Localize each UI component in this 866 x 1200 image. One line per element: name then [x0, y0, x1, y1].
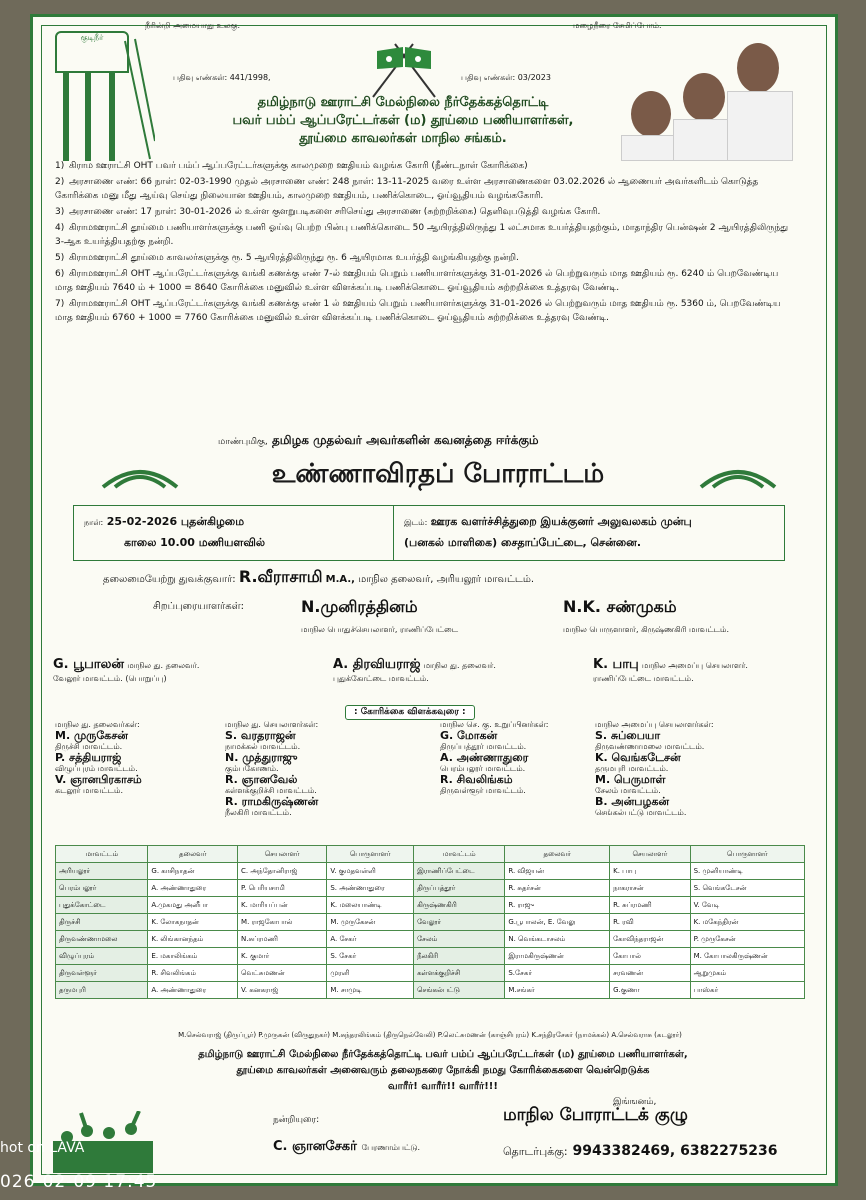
table-cell: N.சுப்ரமணி	[238, 931, 327, 948]
table-cell: K. மலையாண்டி	[327, 897, 414, 914]
table-cell: திருப்பத்தூர்	[414, 880, 505, 897]
table-cell: M. கோபாலகிருஷ்ணன்	[690, 948, 804, 965]
table-cell: இராமகிருஷ்ணன்	[505, 948, 610, 965]
table-header: மாவட்டம்	[414, 846, 505, 863]
flag-icon	[363, 39, 445, 99]
table-cell: சேலம்	[414, 931, 505, 948]
leader-item: G. பூபாலன் மாநில து. தலைவர். வேலூர் மாவட்டம். (பொறுப்பு)	[53, 657, 200, 683]
thanks-label: நன்றியுரை:	[273, 1115, 320, 1125]
table-cell: K. லோகநாதன்	[148, 914, 238, 931]
bearer-column: மாநில செ. கு. உறுப்பினர்கள்: G. மோகன் திருப்பத்தூர் மாவட்டம். A. அண்ணாதுரை பெரம்பலூர் மாவட்டம். R. சிவலிங்கம் திருவள்ளூர் மாவட்டம்.	[440, 719, 625, 796]
event-place-block	[394, 506, 784, 560]
call-line: தூய்மை காவலர்கள் அனைவரும் தலைநகரை நோக்கி நமது கோரிக்கைகளை வென்றெடுக்க	[236, 1065, 650, 1076]
table-cell: அரியலூர்	[56, 863, 148, 880]
table-cell: M. சாமுடி	[327, 982, 414, 999]
table-cell: A. சேகர்	[327, 931, 414, 948]
demand-item: 1) கிராம ஊராட்சி OHT பவர் பம்ப் ஆப்பரேட்டர்களுக்கு காலமுறை ஊதியம் வழங்க கோரி (நீண்டநாள் கோரிக்கை)	[55, 161, 528, 171]
explain-label: : கோரிக்கை விளக்கவுரை :	[345, 705, 475, 720]
sign-label: இங்ஙனம்,	[613, 1097, 657, 1107]
event-place-line2: (பனகல் மாளிகை) சைதாப்பேட்டை, சென்னை.	[404, 536, 642, 549]
special-speaker-1-name: N.முனிரத்தினம்	[301, 597, 418, 616]
appeal-text: தமிழக முதல்வர் அவர்களின் கவனத்தை ஈர்க்கும்	[271, 433, 539, 447]
table-cell: பாஸ்கர்	[690, 982, 804, 999]
motto-left: நீரின்றி அமையாது உலகு.	[145, 21, 240, 30]
table-row	[56, 965, 805, 982]
demand-item: 6) கிராமஊராட்சி OHT ஆப்பரேட்டர்களுக்கு வங்கி கணக்கு எண் 7-ல் ஊதியம் பெறும் பணியாளர்களுக்கு 31-01-2026 ல் பெற்றுவரும் மாத ஊதியம் ரூ. 6240 ம் பெறவேண்டிய மாத ஊதியம் 7640 ம் + 1000 = 8640 கோரிக்கை மனுவில் உள்ள விளக்கப்படி பணிக்கொடை ஓய்வூதியம் சுற்றறிக்கை உத்தரவு வேண்டி.	[55, 269, 779, 293]
registration-left: பதிவு எண்கள்: 441/1998,	[173, 73, 271, 82]
table-cell: S. அண்ணாதுரை	[327, 880, 414, 897]
table-cell: கோவிந்தராஜன்	[610, 931, 690, 948]
registration-right: பதிவு எண்கள்: 03/2023	[461, 73, 551, 82]
table-cell: A. அண்ணாதுரை	[148, 880, 238, 897]
camera-timestamp: 026-02-09 17:45	[0, 1172, 158, 1192]
portrait-head	[631, 91, 671, 137]
table-cell: R. சுதர்சன்	[505, 880, 610, 897]
chief-row	[103, 567, 534, 588]
decor-arc-right-icon	[699, 463, 777, 489]
table-header: தலைவர்	[505, 846, 610, 863]
table-header: பொருளாளர்	[690, 846, 804, 863]
demand-item: 5) கிராமஊராட்சி தூய்மை காவலர்களுக்கு ரூ. 5 ஆயிரத்திலிருந்து ரூ. 6 ஆயிரமாக உயர்த்தி வழங்கியதற்கு நன்றி.	[55, 253, 519, 263]
table-cell: A. அண்ணாதுரை	[148, 982, 238, 999]
table-row	[56, 982, 805, 999]
additional-members: M.செல்வராஜ் (திருப்பூர்) P.முருகன் (விருதுநகர்) M.சுந்தரலிங்கம் (திருநெல்வேலி) P.லெட்சுமணன் (காஞ்சிபுரம்) K.சந்திரசேகர் (நாமக்கல்) A.செல்வராசு (கடலூர்)	[178, 1031, 682, 1039]
table-cell: G.குணா	[610, 982, 690, 999]
portrait-head	[737, 43, 779, 93]
call-to-action	[113, 1047, 773, 1095]
contact-label: தொடர்புக்கு:	[503, 1145, 568, 1158]
table-cell: வெட்சுமணன்	[238, 965, 327, 982]
table-cell: K. மாரியப்பன்	[238, 897, 327, 914]
event-place-line1: ஊரக வளர்ச்சித்துறை இயக்குனர் அலுவலகம் முன்பு	[430, 515, 692, 528]
table-cell: கிருஷ்ணகிரி	[414, 897, 505, 914]
demand-item: 7) கிராமஊராட்சி OHT ஆப்பரேட்டர்களுக்கு வங்கி கணக்கு எண் 1 ல் ஊதியம் பெறும் பணியாளர்களுக்கு 31-01-2026 ல் பெற்றுவரும் மாத ஊதியம் ரூ. 5360 ம், பெறவேண்டிய மாத ஊதியம் 6760 + 1000 = 7760 கோரிக்கை மனுவில் உள்ள விளக்கப்படி பணிக்கொடை ஓய்வூதியம் சுற்றறிக்கை உத்தரவு வேண்டி.	[55, 299, 781, 323]
table-cell: வேலூர்	[414, 914, 505, 931]
thanks-person	[273, 1139, 420, 1155]
table-cell: திருச்சி	[56, 914, 148, 931]
table-row	[56, 880, 805, 897]
thanks-place: பேரணாம்பட்டு.	[361, 1143, 421, 1152]
call-line: வாரீர்! வாரீர்!! வாரீர்!!!	[388, 1081, 498, 1092]
leader-item: K. பாபு மாநில அமைப்பு செயலாளர். ராணிப்பேட்டை மாவட்டம்.	[593, 657, 748, 683]
hunger-strike-headline: உண்ணாவிரதப் போராட்டம்	[271, 459, 605, 489]
chief-degree: M.A.,	[325, 574, 355, 585]
committee-name: மாநில போராட்டக் குழு	[503, 1105, 688, 1125]
table-row	[56, 863, 805, 880]
bearer-column: மாநில து. செயலாளர்கள்: S. வரதராஜன் நாமக்கல் மாவட்டம். N. முத்துராஜு கும்பகோணம். R. ஞானவேல் கள்ளக்குறிச்சி மாவட்டம். R. ராமகிருஷ்ணன் நீலகிரி மாவட்டம்.	[225, 719, 410, 818]
water-tank-icon	[55, 31, 155, 161]
table-header: பொருளாளர்	[327, 846, 414, 863]
demands-list	[55, 159, 795, 327]
table-header: மாவட்டம்	[56, 846, 148, 863]
association-title-line3: தூய்மை காவலர்கள் மாநில சங்கம்.	[299, 131, 507, 146]
special-label: சிறப்புரையாளர்கள்:	[153, 601, 244, 612]
table-cell: திருவண்ணாமலை	[56, 931, 148, 948]
portrait-head	[683, 73, 725, 121]
district-table	[55, 845, 805, 999]
demand-item: 2) அரசாணை எண்: 66 நாள்: 02-03-1990 முதல் அரசாணை எண்: 248 நாள்: 13-11-2025 வரை உள்ள அரசாணைகளை 03.02.2026 ல் ஆணையர் அவர்களிடம் கொடுத்த கோரிக்கை மனு மீது ஆய்வு செய்து நிலையான ஊதியம், காலமுறை ஊதியம், பணிக்கொடை, ஓய்வூதியம் வழங்ககோரி.	[55, 177, 759, 201]
special-speaker-2-name: N.K. சண்முகம்	[563, 597, 677, 616]
table-cell: A.முகமது அனீபா	[148, 897, 238, 914]
appeal-line	[218, 433, 688, 449]
table-cell: K. குமார்	[238, 948, 327, 965]
table-cell: திருவள்ளூர்	[56, 965, 148, 982]
place-label: இடம்:	[404, 518, 428, 527]
bearer-column: மாநில து. தலைவர்கள்: M. முருகேசன் திருச்சி மாவட்டம். P. சத்தியராஜ் விழுப்புரம் மாவட்டம். V. ஞானபிரகாசம் கடலூர் மாவட்டம்.	[55, 719, 240, 796]
table-cell: G.பூபாலன், E. வேலு	[505, 914, 610, 931]
table-cell: புதுக்கோட்டை	[56, 897, 148, 914]
table-row	[56, 914, 805, 931]
contact-numbers: 9943382469, 6382275236	[572, 1143, 778, 1159]
portrait-body	[727, 91, 793, 161]
event-time: காலை 10.00 மணியளவில்	[124, 536, 265, 549]
event-date-block	[74, 506, 394, 560]
table-cell: P. பெரியசாமி	[238, 880, 327, 897]
date-label: நாள்:	[84, 518, 104, 527]
table-cell: M.சங்கர்	[505, 982, 610, 999]
decor-arc-left-icon	[101, 463, 179, 489]
table-cell: G. காசிநாதன்	[148, 863, 238, 880]
table-cell: P. முருகேசன்	[690, 931, 804, 948]
column-heading: மாநில து. தலைவர்கள்:	[55, 720, 140, 729]
table-cell: செங்கல்பட்டு	[414, 982, 505, 999]
table-row	[56, 931, 805, 948]
table-cell: V. வேடி	[690, 897, 804, 914]
table-cell: R. விஜயன்	[505, 863, 610, 880]
appeal-lead: மாண்புமிகு,	[218, 437, 268, 447]
event-date: 25-02-2026 புதன்கிழமை	[106, 515, 245, 528]
contact-line	[503, 1143, 778, 1160]
table-cell: பெரம்பலூர்	[56, 880, 148, 897]
association-title-line1: தமிழ்நாடு ஊராட்சி மேல்நிலை நீர்தேக்கத்தொட்டி	[257, 95, 549, 110]
table-cell: சரவணன்	[610, 965, 690, 982]
table-cell: K. லிங்கானந்தம்	[148, 931, 238, 948]
chief-role: மாநில தலைவர், அரியலூர் மாவட்டம்.	[358, 574, 535, 585]
table-cell: முரளி	[327, 965, 414, 982]
tank-label: குடிநீர்	[80, 33, 104, 42]
motto-right: மழைநீரை சேமிப்போம்.	[573, 21, 662, 30]
demand-item: 4) கிராமஊராட்சி தூய்மை பணியாளர்களுக்கு பணி ஓய்வு பெற்ற பின்பு பணிக்கொடை 50 ஆயிரத்திலிருந்து 1 லட்சமாக உயர்த்தியதற்கும், மாதாந்திர பென்ஷன் 2 ஆயிரத்திலிருந்து 3-ஆக உயர்த்தியதற்கு நன்றி.	[55, 223, 789, 247]
table-cell: K. பாபு	[610, 863, 690, 880]
table-cell: நீலகிரி	[414, 948, 505, 965]
table-cell: V. குமதவள்ளி	[327, 863, 414, 880]
thanks-name: C. ஞானசேகர்	[273, 1139, 357, 1154]
table-header: செயலாளர்	[610, 846, 690, 863]
table-cell: கள்ளக்குறிச்சி	[414, 965, 505, 982]
camera-watermark: hot on LAVA	[0, 1140, 85, 1156]
table-header: செயலாளர்	[238, 846, 327, 863]
table-header: தலைவர்	[148, 846, 238, 863]
table-cell: R. சுப்ரமணி	[610, 897, 690, 914]
office-bearers	[55, 719, 805, 839]
leader-item: A. திரவியராஜ் மாநில து. தலைவர். புதுக்கோட்டை மாவட்டம்.	[333, 657, 496, 683]
table-cell: விழுப்புரம்	[56, 948, 148, 965]
table-cell: S. சேகர்	[327, 948, 414, 965]
special-speaker-1-role: மாநில பொதுச்செயலாளர், ராணிப்பேட்டை	[301, 625, 459, 634]
table-cell: R. ராஜு	[505, 897, 610, 914]
column-heading: மாநில செ. கு. உறுப்பினர்கள்:	[440, 720, 549, 729]
table-cell: R. சிவலிங்கம்	[148, 965, 238, 982]
table-cell: கோபால்	[610, 948, 690, 965]
table-cell: S. முனியாண்டி	[690, 863, 804, 880]
table-cell: E. மகாலிங்கம்	[148, 948, 238, 965]
table-cell: V. கனகராஜ்	[238, 982, 327, 999]
leader-portraits	[621, 39, 791, 159]
demand-item: 3) அரசாணை எண்: 17 நாள்: 30-01-2026 ல் உள்ள குளறுபடிகளை சரிசெய்து அரசாணை (சுற்றறிக்கை) தெளிவுபடுத்தி வழங்க கோரி.	[55, 207, 601, 217]
column-heading: மாநில அமைப்பு செயலாளர்கள்:	[595, 720, 714, 729]
poster	[30, 14, 838, 1186]
table-cell: M. ராஜகோபால்	[238, 914, 327, 931]
table-cell: R. ரவி	[610, 914, 690, 931]
table-cell: தருமபுரி	[56, 982, 148, 999]
table-row	[56, 897, 805, 914]
table-cell: நாகராசன்	[610, 880, 690, 897]
event-details	[73, 505, 785, 561]
table-header-row	[56, 846, 805, 863]
table-cell: M. முருகேசன்	[327, 914, 414, 931]
table-cell: N. வெங்கடாசலம்	[505, 931, 610, 948]
table-cell: ஆறுமுகம்	[690, 965, 804, 982]
table-cell: C. அந்தோனிராஜ்	[238, 863, 327, 880]
table-cell: S.சேகர்	[505, 965, 610, 982]
chief-name: R.வீராசாமி	[238, 567, 323, 586]
table-cell: இராணிப்பேட்டை	[414, 863, 505, 880]
tank-ladder-icon	[55, 31, 155, 161]
special-speaker-2-role: மாநில பொருளாளர், கிருஷ்ணகிரி மாவட்டம்.	[563, 625, 730, 634]
table-cell: S. வெங்கடேசன்	[690, 880, 804, 897]
bearer-column: மாநில அமைப்பு செயலாளர்கள்: S. சுப்பையா திருவண்ணாமலை மாவட்டம். K. வெங்கடேசன் தருமபுரி மாவட்டம். M. பெருமாள் சேலம் மாவட்டம். B. அன்பழகன் செங்கல்பட்டு மாவட்டம்.	[595, 719, 800, 818]
table-row	[56, 948, 805, 965]
chief-label: தலைமையேற்று துவக்குவார்:	[103, 574, 236, 585]
column-heading: மாநில து. செயலாளர்கள்:	[225, 720, 319, 729]
call-line: தமிழ்நாடு ஊராட்சி மேல்நிலை நீர்தேக்கத்தொட்டி பவர் பம்ப் ஆப்பரேட்டர்கள் (ம) தூய்மை பணியாளர்கள்,	[198, 1049, 688, 1060]
table-cell: K. மகேந்திரன்	[690, 914, 804, 931]
association-title-line2: பவர் பம்ப் ஆப்பரேட்டர்கள் (ம) தூய்மை பணியாளர்கள்,	[232, 113, 574, 128]
